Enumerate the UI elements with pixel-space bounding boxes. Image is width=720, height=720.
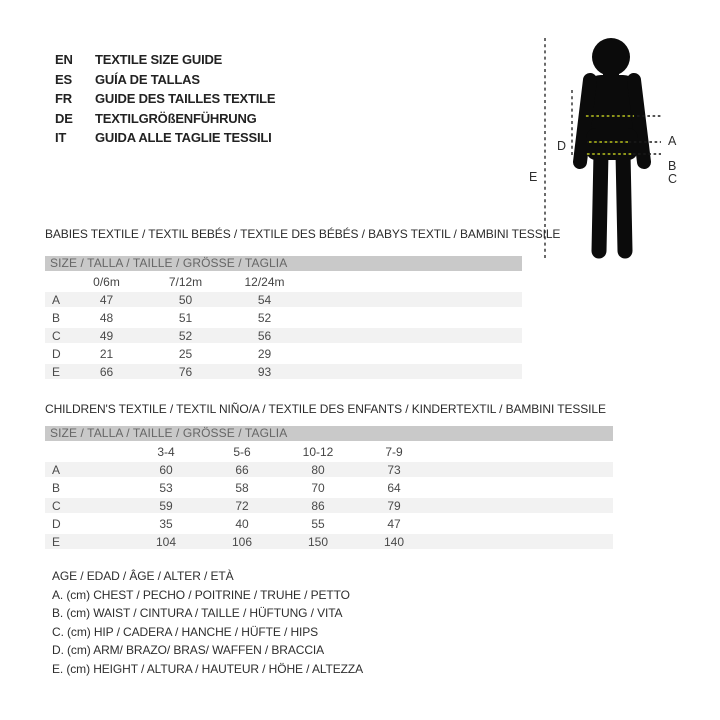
column-header: 5-6 [233, 444, 251, 459]
cell: 29 [257, 346, 272, 361]
row-letter: D [52, 516, 61, 531]
children-section-title: CHILDREN'S TEXTILE / TEXTIL NIÑO/A / TEXTILE DES ENFANTS / KINDERTEXTIL / BAMBINI TESSILE [45, 402, 606, 416]
language-row [55, 109, 275, 129]
cell: 60 [159, 462, 173, 477]
cell: 52 [257, 310, 272, 325]
row-letter: B [52, 480, 61, 495]
language-code: IT [55, 130, 67, 145]
cell: 150 [307, 534, 329, 549]
cell: 79 [387, 498, 401, 513]
column-header: 12/24m [244, 274, 285, 289]
table-row [45, 346, 522, 361]
legend-item-hip: C. (cm) HIP / CADERA / HANCHE / HÜFTE / HIPS [52, 624, 319, 639]
column-header: 7/12m [168, 274, 203, 289]
silhouette-right-leg [623, 153, 625, 251]
language-code: DE [55, 110, 73, 126]
cell: 70 [311, 480, 325, 495]
cell: 76 [178, 364, 193, 379]
table-row [45, 516, 613, 531]
cell: 104 [155, 534, 177, 549]
table-row [45, 534, 613, 549]
row-letter: B [52, 310, 61, 325]
babies-section-title: BABIES TEXTILE / TEXTIL BEBÉS / TEXTILE DES BÉBÉS / BABYS TEXTIL / BAMBINI TESSILE [45, 227, 561, 241]
table-row [45, 462, 613, 477]
row-letter: C [52, 328, 61, 343]
measurement-legend [52, 567, 363, 679]
legend-item-waist: B. (cm) WAIST / CINTURA / TAILLE / HÜFTUNG / VITA [52, 606, 343, 621]
column-header-row [45, 444, 613, 459]
cell: 51 [178, 310, 193, 325]
cell: 50 [178, 292, 193, 307]
cell: 49 [99, 328, 114, 343]
cell: 56 [257, 328, 272, 343]
size-header-bar: SIZE / TALLA / TAILLE / GRÖSSE / TAGLIA [45, 426, 613, 441]
cell: 72 [235, 498, 249, 513]
cell: 55 [311, 516, 325, 531]
silhouette-left-leg [599, 153, 601, 251]
cell: 48 [99, 310, 114, 325]
babies-size-table [45, 256, 522, 379]
language-row [55, 89, 275, 109]
figure-label-waist: B [668, 159, 677, 173]
figure-label-hip: C [668, 172, 678, 186]
language-title-list [55, 50, 275, 148]
figure-label-height: E [529, 170, 538, 184]
guide-title: GUIDE DES TAILLES TEXTILE [95, 91, 276, 106]
cell: 53 [159, 480, 173, 495]
cell: 66 [99, 364, 114, 379]
language-code: FR [55, 91, 72, 106]
legend-item-chest: A. (cm) CHEST / PECHO / POITRINE / TRUHE / PETTO [52, 587, 350, 602]
cell: 47 [99, 292, 114, 307]
cell: 47 [387, 516, 401, 531]
row-letter: E [52, 534, 61, 549]
table-row [45, 310, 522, 325]
cell: 40 [235, 516, 249, 531]
column-header-row [45, 274, 522, 289]
language-code: EN [55, 52, 73, 67]
language-code: ES [55, 71, 72, 87]
column-header: 3-4 [157, 444, 175, 459]
table-row [45, 498, 613, 513]
cell: 58 [235, 480, 249, 495]
cell: 54 [257, 292, 272, 307]
language-row [55, 50, 275, 70]
row-letter: A [52, 292, 61, 307]
cell: 64 [387, 480, 401, 495]
row-letter: D [52, 346, 61, 361]
table-row [45, 292, 522, 307]
row-letter: E [52, 364, 61, 379]
language-row [55, 70, 275, 90]
legend-item-height: E. (cm) HEIGHT / ALTURA / HAUTEUR / HÖHE / ALTEZZA [52, 661, 364, 676]
guide-title: TEXTILE SIZE GUIDE [95, 52, 223, 67]
cell: 86 [311, 498, 325, 513]
cell: 106 [231, 534, 253, 549]
cell: 66 [235, 462, 249, 477]
cell: 140 [383, 534, 405, 549]
guide-title: GUIDA ALLE TAGLIE TESSILI [95, 130, 272, 145]
cell: 73 [387, 462, 401, 477]
cell: 35 [159, 516, 173, 531]
guide-title: GUÍA DE TALLAS [95, 71, 200, 87]
cell: 52 [178, 328, 193, 343]
legend-item-arm: D. (cm) ARM/ BRAZO/ BRAS/ WAFFEN / BRACCIA [52, 643, 325, 658]
cell: 25 [178, 346, 193, 361]
figure-label-arm: D [557, 139, 567, 153]
legend-age-line: AGE / EDAD / ÂGE / ALTER / ETÀ [52, 569, 234, 583]
children-size-table [45, 426, 613, 549]
column-header: 0/6m [93, 274, 120, 289]
guide-title: TEXTILGRÖßENFÜHRUNG [95, 110, 257, 126]
column-header: 7-9 [385, 444, 403, 459]
size-header-bar: SIZE / TALLA / TAILLE / GRÖSSE / TAGLIA [45, 256, 522, 271]
table-row [45, 364, 522, 379]
figure-label-chest: A [668, 134, 677, 148]
cell: 21 [99, 346, 114, 361]
table-row [45, 328, 522, 343]
cell: 80 [311, 462, 325, 477]
column-header: 10-12 [302, 444, 334, 459]
cell: 93 [257, 364, 272, 379]
cell: 59 [159, 498, 173, 513]
table-row [45, 480, 613, 495]
row-letter: A [52, 462, 61, 477]
row-letter: C [52, 498, 61, 513]
language-row [55, 128, 275, 148]
